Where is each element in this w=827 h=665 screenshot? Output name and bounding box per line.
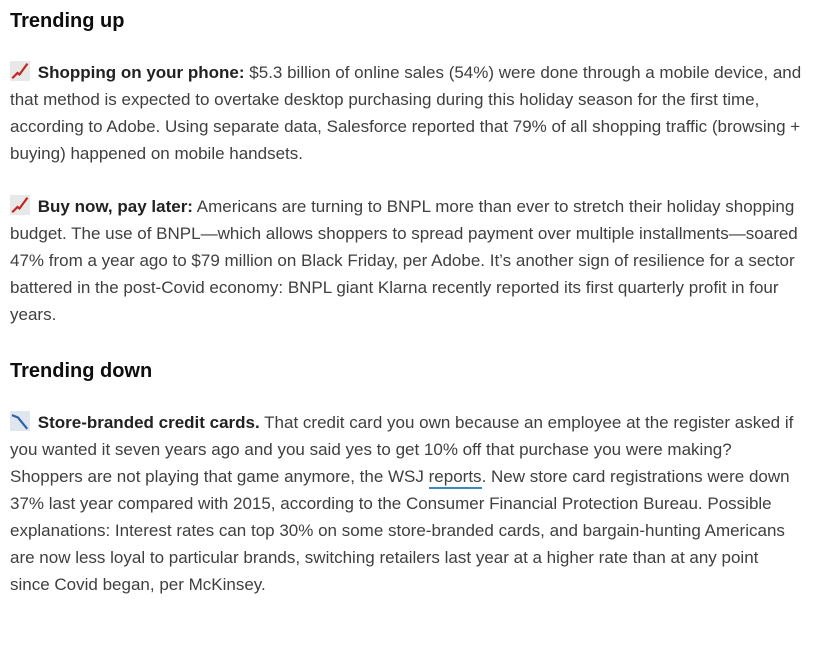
chart-increasing-icon: [10, 61, 30, 81]
item-text-before-link: That credit card you own because an employee at the register asked if you wanted it seven years ago and you said yes to get 10% off that purchase you were making? Shoppers are not playing that game anymore, the WSJ: [10, 413, 794, 486]
item-text: $5.3 billion of online sales (54%) were done through a mobile device, and that method is expected to overtake desktop purchasing during this holiday season for the first time, according to Adobe. Using separate data, Salesforce reported that 79% of all shopping traffic (browsing + buying) happened on mobile handsets.: [10, 63, 802, 163]
chart-increasing-icon: [10, 195, 30, 215]
item-lead: Shopping on your phone:: [37, 63, 245, 82]
news-item-store-branded-credit-cards: [10, 409, 802, 598]
news-item-buy-now-pay-later: [10, 193, 802, 328]
item-lead: Buy now, pay later:: [37, 197, 193, 216]
news-item-shopping-on-phone: [10, 59, 802, 167]
section-trending-down: [10, 359, 802, 598]
section-trending-up: [10, 9, 802, 328]
item-text-after-link: . New store card registrations were down 37% last year compared with 2015, according to the Consumer Financial Protection Bureau. Possible explanations: Interest rates can top 30% on some store-branded cards, and bargain-hunting Americans are now less loyal to particular brands, switching retailers last year at a higher rate than at any point since Covid began, per McKinsey.: [10, 467, 790, 594]
item-text: Americans are turning to BNPL more than ever to stretch their holiday shopping budget. The use of BNPL—which allows shoppers to spread payment over multiple installments—soared 47% from a year ago to $79 million on Black Friday, per Adobe. It’s another sign of resilience for a sector battered in the post-Covid economy: BNPL giant Klarna recently reported its first quarterly profit in four years.: [10, 197, 798, 324]
reports-link[interactable]: reports: [429, 467, 482, 489]
chart-decreasing-icon: [10, 411, 30, 431]
section-heading-trending-down: Trending down: [10, 360, 153, 382]
section-heading-trending-up: Trending up: [10, 10, 125, 32]
item-lead: Store-branded credit cards.: [37, 413, 260, 432]
